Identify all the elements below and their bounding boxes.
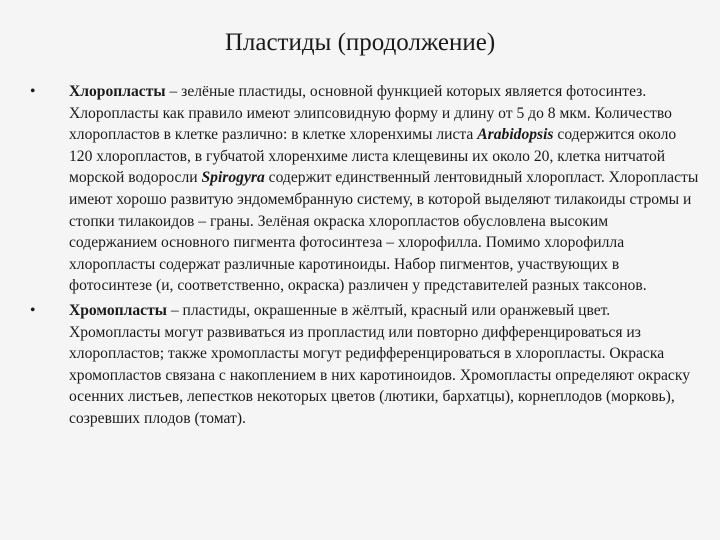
chloroplasts-text-2: содержится около 120 хлоропластов, в губчатой хлоренхиме листа клещевины их около 20, клетка нитчатой морской водоросли xyxy=(69,126,677,187)
bullet-marker: • xyxy=(30,301,36,319)
bullet-list xyxy=(30,81,700,433)
bullet-chloroplasts xyxy=(30,81,700,297)
bullet-marker: • xyxy=(30,83,36,100)
term-chromoplasts: Хромопласты xyxy=(69,301,167,319)
species-arabidopsis: Arabidopsis xyxy=(477,126,554,144)
bullet-chromoplasts xyxy=(30,300,700,430)
species-spirogyra: Spirogyra xyxy=(201,169,265,187)
chromoplasts-text-1: – пластиды, окрашенные в жёлтый, красный или оранжевый цвет. Хромопласты могут развиваться из пропластид или повторно дифференцироваться из хлоропластов; также хромопласты могут редифференцироваться в хлоропласты. Окраска хромопластов связана с накоплением в них каротиноидов. Хромопласты определяют окраску осенних листьев, лепестков некоторых цветов (лютики, бархатцы), корнеплодов (морковь), созревших плодов (томат). xyxy=(69,301,690,427)
chloroplasts-text-3: содержит единственный лентовидный хлоропласт. Хлоропласты имеют хорошо развитую эндомембранную систему, в которой выделяют тилакоиды стромы и стопки тилакоидов – граны. Зелёная окраска хлоропластов обусловлена высоким содержанием основного пигмента фотосинтеза – хлорофилла. Помимо хлорофилла хлоропласты содержат различные каротиноиды. Набор пигментов, участвующих в фотосинтезе (и, соответственно, окраска) различен у представителей разных таксонов. xyxy=(69,169,699,295)
bullet-text xyxy=(69,83,698,294)
bullet-text xyxy=(69,302,690,427)
slide-title: Пластиды (продолжение) xyxy=(224,29,496,56)
term-chloroplasts: Хлоропласты xyxy=(69,83,166,100)
chloroplasts-text-1: – зелёные пластиды, основной функцией которых является фотосинтез. Хлоропласты как правило имеют элипсовидную форму и длину от 5 до 8 мкм. Количество хлоропластов в клетке различно: в клетке хлоренхимы листа xyxy=(69,83,672,144)
